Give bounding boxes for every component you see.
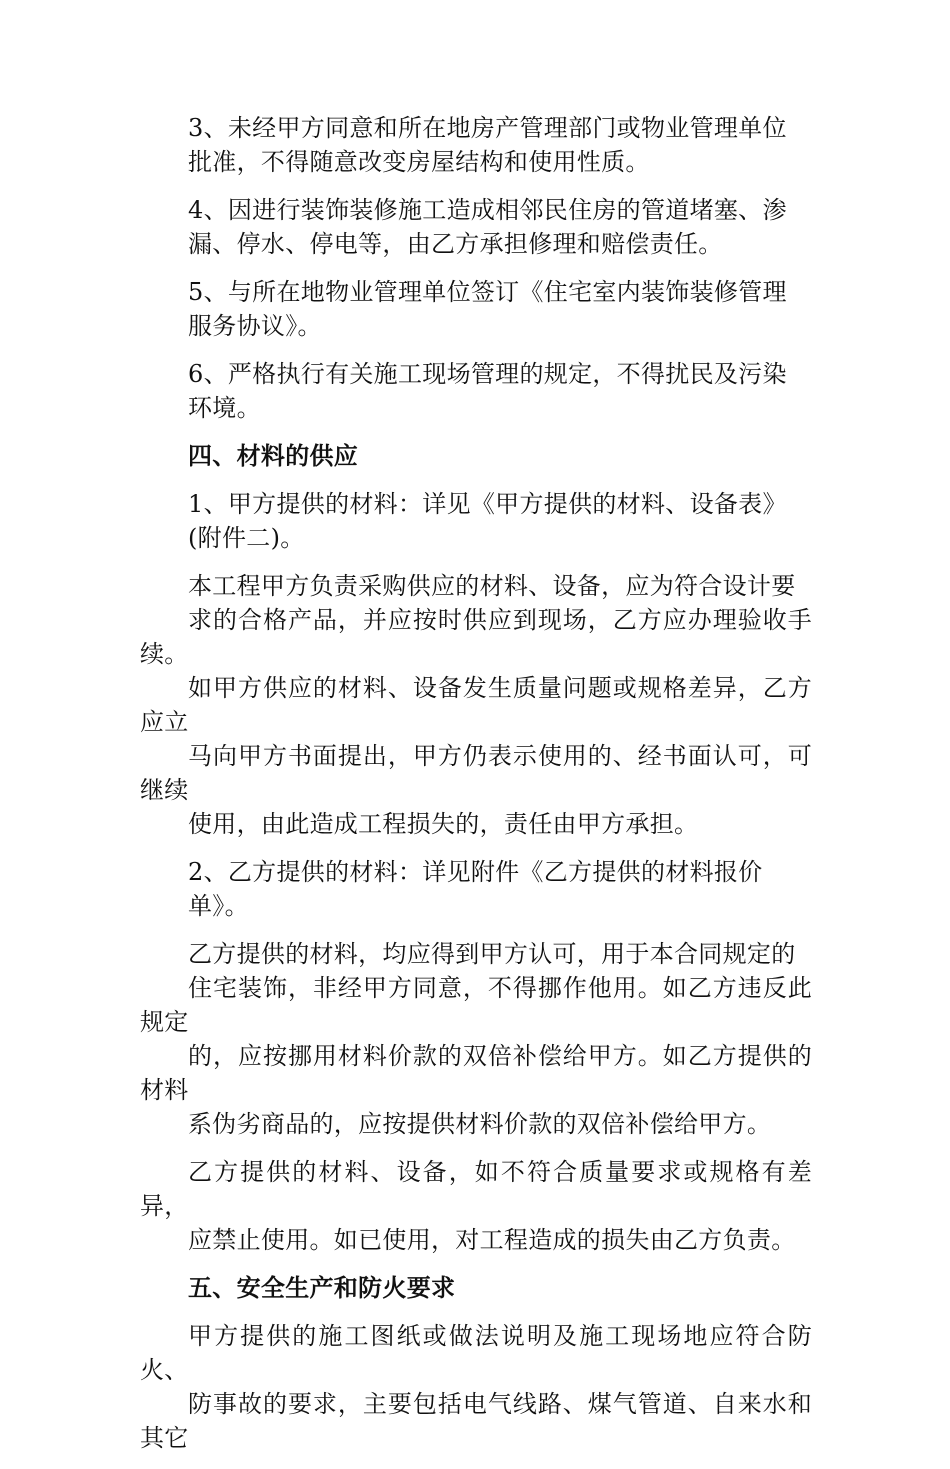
text-line: 服务协议》。 (188, 312, 322, 340)
text-line: 马向甲方书面提出，甲方仍表示使用的、经书面认可，可继续 (140, 742, 812, 804)
text-line: 的，应按挪用材料价款的双倍补偿给甲方。如乙方提供的材料 (140, 1042, 812, 1104)
text-line: (附件二)。 (188, 524, 305, 552)
paragraph (140, 937, 812, 1141)
text-line: 3、未经甲方同意和所在地房产管理部门或物业管理单位 (188, 114, 787, 142)
text-line: 乙方提供的材料，均应得到甲方认可，用于本合同规定的 (188, 940, 796, 968)
text-line: 1、甲方提供的材料：详见《甲方提供的材料、设备表》 (188, 490, 787, 518)
text-line: 环境。 (188, 394, 261, 422)
text-line: 批准，不得随意改变房屋结构和使用性质。 (188, 148, 650, 176)
paragraph (140, 487, 812, 555)
paragraph (140, 111, 812, 179)
text-line: 乙方提供的材料、设备，如不符合质量要求或规格有差异， (140, 1158, 812, 1220)
paragraph (140, 357, 812, 425)
text-line: 防事故的要求，主要包括电气线路、煤气管道、自来水和其它 (140, 1390, 812, 1452)
paragraph (140, 193, 812, 261)
text-line: 系伪劣商品的，应按提供材料价款的双倍补偿给甲方。 (188, 1110, 772, 1138)
document-page (140, 111, 812, 1469)
paragraph (140, 1319, 812, 1455)
text-line: 6、严格执行有关施工现场管理的规定，不得扰民及污染 (188, 360, 787, 388)
text-line: 求的合格产品，并应按时供应到现场，乙方应办理验收手续。 (140, 606, 812, 668)
text-line: 住宅装饰，非经甲方同意，不得挪作他用。如乙方违反此规定 (140, 974, 812, 1036)
text-line: 单》。 (188, 892, 249, 920)
paragraph (140, 1155, 812, 1257)
text-line: 五、安全生产和防火要求 (188, 1274, 456, 1302)
text-line: 如甲方供应的材料、设备发生质量问题或规格差异，乙方应立 (140, 674, 812, 736)
text-line: 2、乙方提供的材料：详见附件《乙方提供的材料报价 (188, 858, 763, 886)
text-line: 漏、停水、停电等，由乙方承担修理和赔偿责任。 (188, 230, 723, 258)
text-line: 5、与所在地物业管理单位签订《住宅室内装饰装修管理 (188, 278, 787, 306)
text-line: 本工程甲方负责采购供应的材料、设备，应为符合设计要 (188, 572, 796, 600)
paragraph (140, 275, 812, 343)
paragraph (140, 855, 812, 923)
section-heading (140, 1271, 812, 1305)
text-line: 使用，由此造成工程损失的，责任由甲方承担。 (188, 810, 699, 838)
text-line: 四、材料的供应 (188, 442, 359, 470)
text-line: 应禁止使用。如已使用，对工程造成的损失由乙方负责。 (188, 1226, 796, 1254)
text-line: 甲方提供的施工图纸或做法说明及施工现场地应符合防火、 (140, 1322, 812, 1384)
text-line: 4、因进行装饰装修施工造成相邻民住房的管道堵塞、渗 (188, 196, 787, 224)
section-heading (140, 439, 812, 473)
paragraph (140, 569, 812, 841)
